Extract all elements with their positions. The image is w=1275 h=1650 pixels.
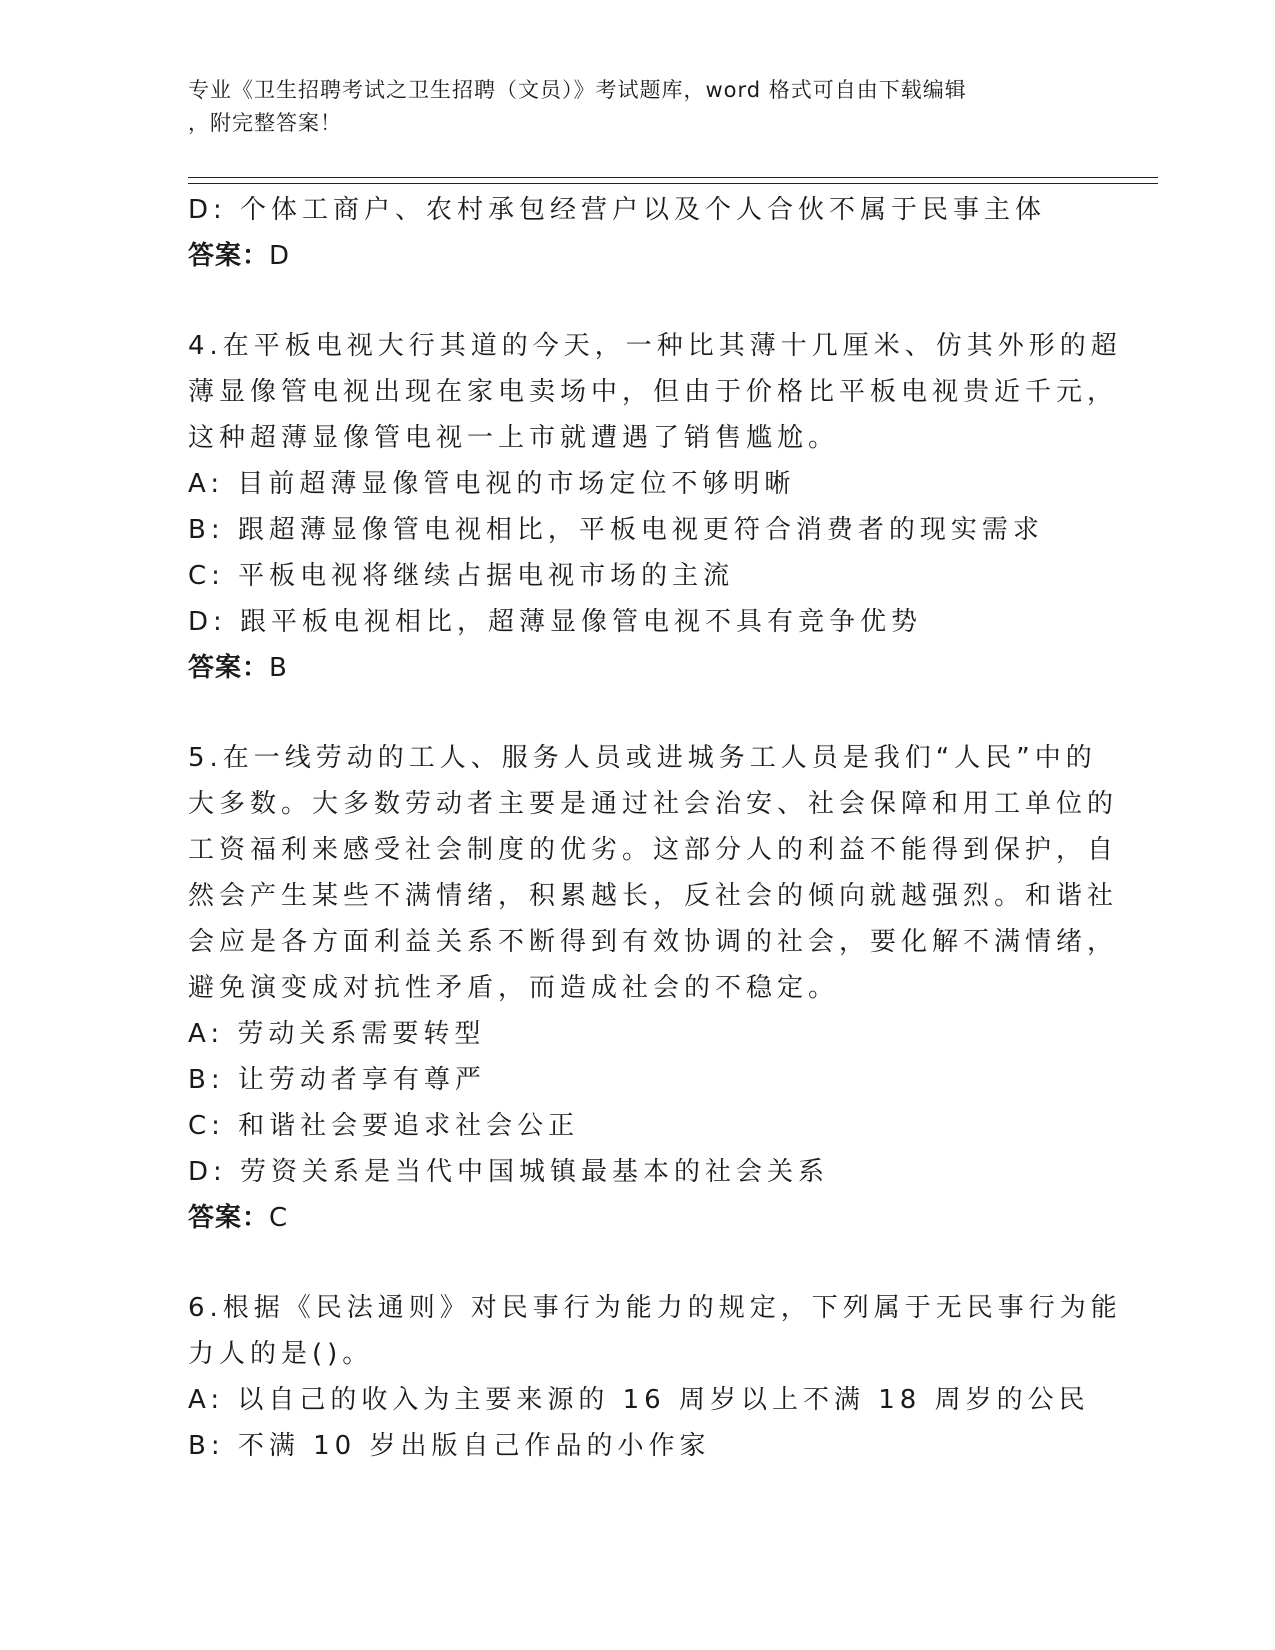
question-stem-line: 4.在平板电视大行其道的今天，一种比其薄十几厘米、仿其外形的超 <box>188 331 1122 361</box>
question-stem-line: 5.在一线劳动的工人、服务人员或进城务工人员是我们“人民”中的 <box>188 743 1097 773</box>
question-stem-line: 大多数。大多数劳动者主要是通过社会治安、社会保障和用工单位的 <box>188 789 1119 819</box>
question-stem-line: 这种超薄显像管电视一上市就遭遇了销售尴尬。 <box>188 423 840 453</box>
question-stem-line: 然会产生某些不满情绪，积累越长，反社会的倾向就越强烈。和谐社 <box>188 881 1119 911</box>
question-stem-line: 力人的是()。 <box>188 1339 374 1369</box>
spacer <box>188 691 1068 735</box>
option-a: A: 劳动关系需要转型 <box>188 1019 486 1049</box>
answer-label: 答案： <box>188 1203 270 1233</box>
question-stem-line: 6.根据《民法通则》对民事行为能力的规定，下列属于无民事行为能 <box>188 1293 1122 1323</box>
header-divider-bottom <box>188 183 1158 184</box>
question-4 <box>188 323 1122 691</box>
option-a: A: 目前超薄显像管电视的市场定位不够明晰 <box>188 469 796 499</box>
answer <box>188 233 1068 279</box>
question-6 <box>188 1285 1122 1469</box>
question-stem-line: 薄显像管电视出现在家电卖场中，但由于价格比平板电视贵近千元， <box>188 377 1119 407</box>
answer-value: D <box>269 241 291 271</box>
answer-value: B <box>269 653 288 683</box>
spacer <box>188 1241 1068 1285</box>
question-5 <box>188 735 1119 1241</box>
question-stem-line: 会应是各方面利益关系不断得到有效协调的社会，要化解不满情绪， <box>188 927 1119 957</box>
answer-value: C <box>269 1203 289 1233</box>
question-list <box>188 187 1122 1469</box>
answer <box>188 645 1068 691</box>
answer-label: 答案： <box>188 653 270 683</box>
option-b: B: 跟超薄显像管电视相比，平板电视更符合消费者的现实需求 <box>188 515 1044 545</box>
option-c: C: 平板电视将继续占据电视市场的主流 <box>188 561 735 591</box>
header-line-2: ，附完整答案！ <box>188 111 342 135</box>
answer-label: 答案： <box>188 241 270 271</box>
header-divider-top <box>188 177 1158 178</box>
option-a: A: 以自己的收入为主要来源的 16 周岁以上不满 18 周岁的公民 <box>188 1385 1090 1415</box>
option-b: B: 不满 10 岁出版自己作品的小作家 <box>188 1431 711 1461</box>
option-d: D: 个体工商户、农村承包经营户以及个人合伙不属于民事主体 <box>188 195 1047 225</box>
question-stem-line: 工资福利来感受社会制度的优劣。这部分人的利益不能得到保护，自 <box>188 835 1119 865</box>
answer <box>188 1195 1068 1241</box>
option-d: D: 劳资关系是当代中国城镇最基本的社会关系 <box>188 1157 830 1187</box>
option-d: D: 跟平板电视相比，超薄显像管电视不具有竞争优势 <box>188 607 923 637</box>
document-header <box>188 74 1088 140</box>
option-c: C: 和谐社会要追求社会公正 <box>188 1111 580 1141</box>
header-line-1: 专业《卫生招聘考试之卫生招聘（文员）》考试题库，word 格式可自由下载编辑 <box>188 78 967 102</box>
option-b: B: 让劳动者享有尊严 <box>188 1065 486 1095</box>
question-stem-line: 避免演变成对抗性矛盾，而造成社会的不稳定。 <box>188 973 840 1003</box>
spacer <box>188 279 1068 323</box>
